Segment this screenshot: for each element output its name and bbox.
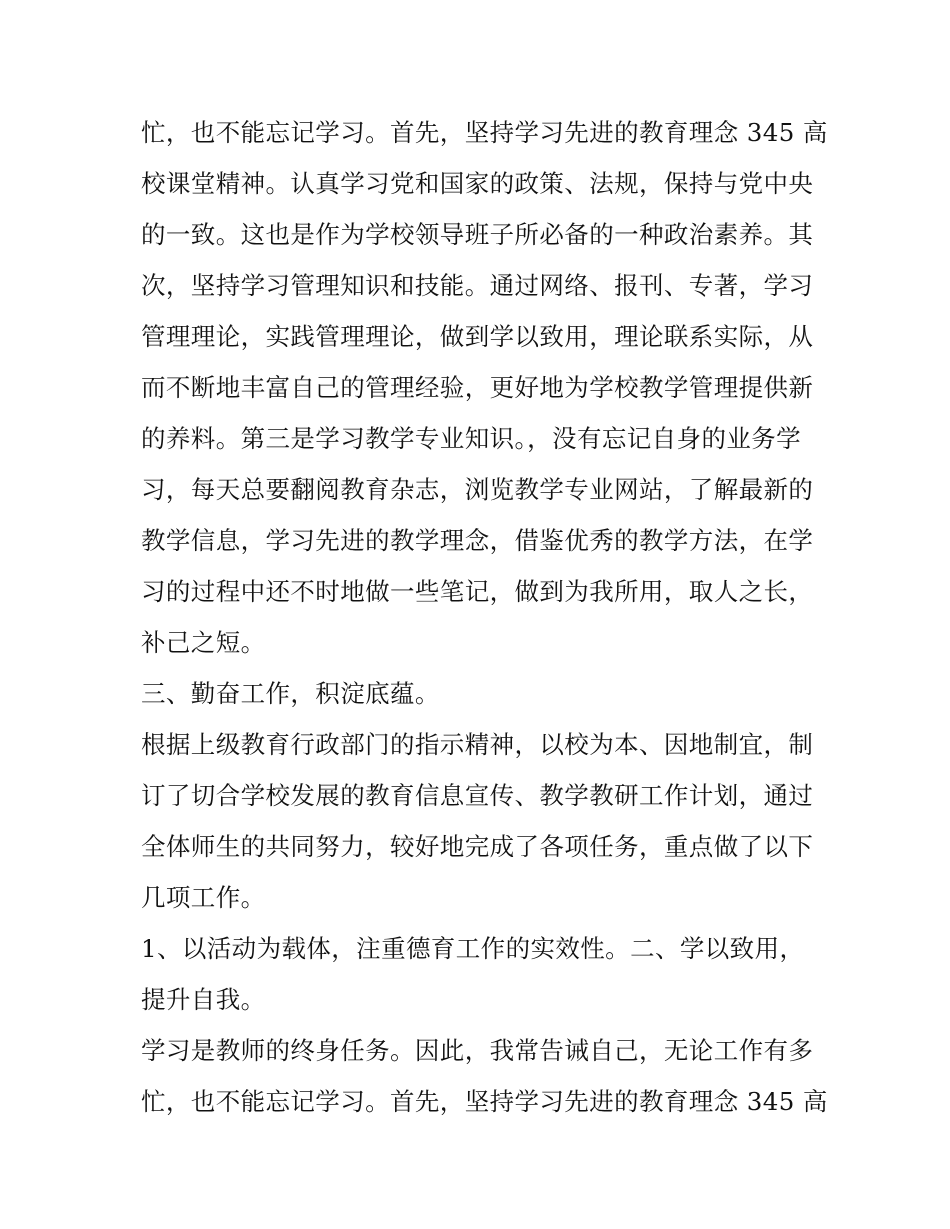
text-line: 提升自我。 (141, 985, 266, 1014)
text-line: 的养料。第三是学习教学专业知识。，没有忘记自身的业务学 (141, 424, 802, 453)
section-heading: 三、勤奋工作，积淀底蕴。 (141, 679, 440, 708)
list-item: 1、以活动为载体，注重德育工作的实效性。二、学以致用， (141, 934, 805, 963)
text-line: 忙，也不能忘记学习。首先，坚持学习先进的教育理念 345 高 (141, 1087, 828, 1116)
text-line: 几项工作。 (141, 883, 266, 912)
text-line: 次，坚持学习管理知识和技能。通过网络、报刊、专著，学习 (141, 271, 814, 300)
text-line: 校课堂精神。认真学习党和国家的政策、法规，保持与党中央 (141, 169, 814, 198)
text-line: 订了切合学校发展的教育信息宣传、教学教研工作计划，通过 (141, 781, 814, 810)
text-line: 管理理论，实践管理理论，做到学以致用，理论联系实际，从 (141, 322, 814, 351)
text-line: 全体师生的共同努力，较好地完成了各项任务，重点做了以下 (141, 832, 814, 861)
text-line: 学习是教师的终身任务。因此，我常告诫自己，无论工作有多 (141, 1036, 814, 1065)
text-line: 而不断地丰富自己的管理经验，更好地为学校教学管理提供新 (141, 373, 814, 402)
text-line: 习，每天总要翻阅教育杂志，浏览教学专业网站，了解最新的 (141, 475, 814, 504)
text-line: 补己之短。 (141, 628, 266, 657)
text-line: 教学信息，学习先进的教学理念，借鉴优秀的教学方法，在学 (141, 526, 814, 555)
text-line: 的一致。这也是作为学校领导班子所必备的一种政治素养。其 (141, 220, 814, 249)
document-body (141, 107, 828, 1127)
text-line: 习的过程中还不时地做一些笔记，做到为我所用，取人之长， (141, 577, 814, 606)
text-line: 忙，也不能忘记学习。首先，坚持学习先进的教育理念 345 高 (141, 118, 828, 147)
text-line: 根据上级教育行政部门的指示精神，以校为本、因地制宜，制 (141, 730, 814, 759)
